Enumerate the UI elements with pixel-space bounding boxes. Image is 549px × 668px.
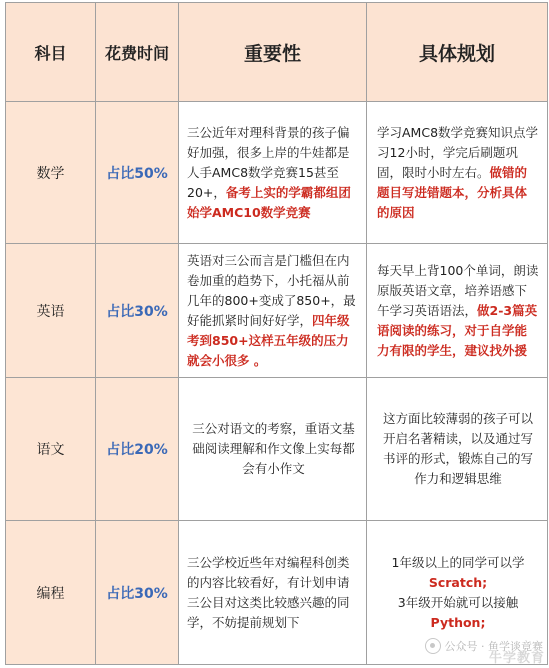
time-cell: 占比50% [96, 102, 179, 244]
plan-cell [367, 244, 548, 378]
time-cell: 占比30% [96, 521, 179, 665]
time-cell: 占比20% [96, 378, 179, 521]
table-row-english [6, 244, 548, 378]
header-subject: 科目 [6, 3, 96, 102]
importance-highlight: 四年级考到850+这样五年级的压力就会小很多 。 [187, 312, 350, 368]
subject-cell: 编程 [6, 521, 96, 665]
plan-highlight-1: Scratch; [428, 574, 488, 590]
subject-cell: 数学 [6, 102, 96, 244]
plan-text: 学习AMC8数学竞赛知识点学习12小时，学完后刷题巩固，限时小时左右。 [377, 124, 539, 180]
header-row [6, 3, 548, 102]
header-plan: 具体规划 [367, 3, 548, 102]
plan-cell [367, 102, 548, 244]
importance-highlight: 备考上实的学霸都组团始学AMC10数学竞赛 [187, 184, 351, 220]
importance-cell [179, 521, 367, 665]
plan-highlight-2: Python; [430, 614, 486, 630]
importance-cell [179, 244, 367, 378]
importance-text: 英语对三公而言是门槛但在内卷加重的趋势下，小托福从前几年的800+变成了850+，最好能抓紧时间好好学， [187, 252, 356, 328]
importance-cell [179, 378, 367, 521]
plan-cell [367, 378, 548, 521]
watermark-text: 公众号 · 鱼学谈竟赛 [444, 640, 543, 653]
plan-text: 每天早上背100个单词，朗读原版英语文章，培养语感下午学习英语语法， [377, 262, 539, 318]
plan-highlight: 做2-3篇英语阅读的练习，对于自学能力有限的学生，建议找外援 [377, 302, 538, 358]
importance-text: 三公近年对理科背景的孩子偏好加强，很多上岸的牛娃都是人手AMC8数学竞赛15甚至20+， [187, 124, 350, 200]
importance-text: 三公对语文的考察，重语文基础阅读理解和作文像上实每都会有小作文 [192, 421, 355, 476]
plan-line-1: 1年级以上的同学可以学 [391, 554, 525, 570]
table-row-math [6, 102, 548, 244]
header-time: 花费时间 [96, 3, 179, 102]
time-cell: 占比30% [96, 244, 179, 378]
importance-cell [179, 102, 367, 244]
subject-cell: 英语 [6, 244, 96, 378]
importance-text: 三公学校近些年对编程科创类的内容比较看好，有计划申请三公目对这类比较感兴趣的同学，不妨提前规划下 [187, 554, 350, 630]
header-importance: 重要性 [179, 3, 367, 102]
curriculum-table [5, 2, 548, 665]
subject-cell: 语文 [6, 378, 96, 521]
watermark-brand: 牛学教育 [488, 651, 545, 666]
table-row-chinese [6, 378, 548, 521]
wechat-icon [425, 638, 441, 654]
plan-line-2: 3年级开始就可以接触 [397, 594, 519, 610]
plan-text: 这方面比较薄弱的孩子可以开启名著精读，以及通过写书评的形式，锻炼自己的写作力和逻辑思维 [382, 411, 533, 486]
plan-highlight: 做错的题目写进错题本，分析具体的原因 [377, 164, 528, 220]
